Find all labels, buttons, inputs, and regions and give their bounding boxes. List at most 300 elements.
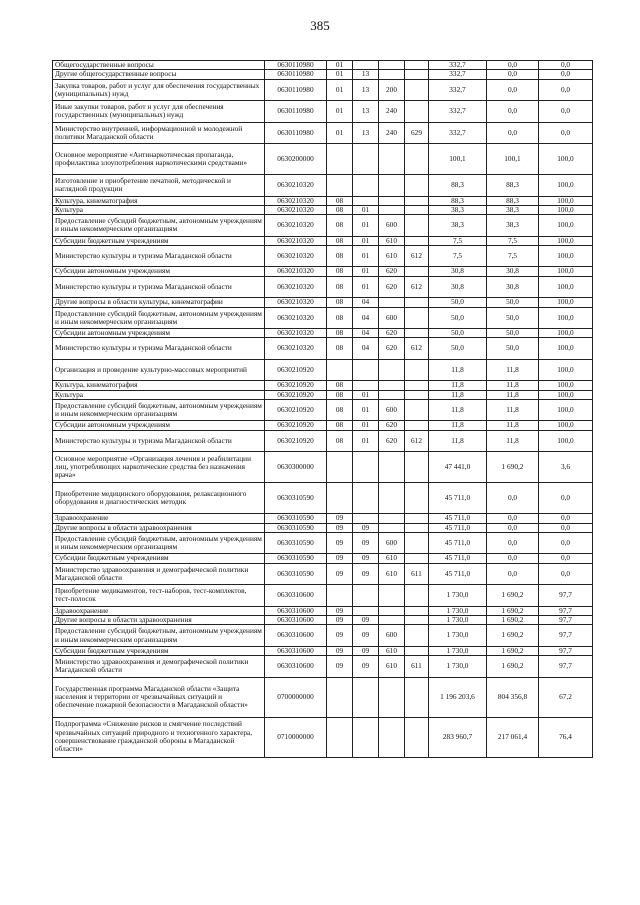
row-fact: 0,0 [487, 79, 539, 101]
row-plan: 11,8 [429, 359, 487, 381]
row-fact: 7,5 [487, 245, 539, 267]
row-percent: 0,0 [539, 563, 593, 585]
row-expense-type [379, 606, 405, 615]
table-row [53, 267, 593, 276]
row-admin-code [405, 144, 429, 175]
row-admin-code [405, 554, 429, 563]
row-subsection: 01 [353, 215, 379, 237]
row-percent: 3,6 [539, 452, 593, 483]
row-subsection [353, 606, 379, 615]
table-row [53, 677, 593, 717]
row-name: Культура, кинематография [53, 196, 265, 205]
row-admin-code [405, 359, 429, 381]
row-fact: 50,0 [487, 329, 539, 338]
row-code: 0710000000 [265, 717, 327, 757]
row-expense-type [379, 359, 405, 381]
row-fact: 7,5 [487, 236, 539, 245]
row-expense-type [379, 196, 405, 205]
row-name: Предоставление субсидий бюджетным, автономным учреждениям и иным некоммерческим организациям [53, 215, 265, 237]
row-code: 0630210920 [265, 359, 327, 381]
row-name: Предоставление субсидий бюджетным, автономным учреждениям и иным некоммерческим организациям [53, 625, 265, 647]
row-percent: 100,0 [539, 381, 593, 390]
row-admin-code [405, 70, 429, 79]
row-expense-type: 600 [379, 532, 405, 554]
row-expense-type: 240 [379, 122, 405, 144]
row-admin-code [405, 79, 429, 101]
row-name: Министерство культуры и туризма Магаданской области [53, 430, 265, 452]
table-row [53, 554, 593, 563]
row-plan: 1 196 203,6 [429, 677, 487, 717]
row-admin-code [405, 452, 429, 483]
row-code: 0630210320 [265, 205, 327, 214]
row-code: 0630310590 [265, 532, 327, 554]
table-row [53, 615, 593, 624]
table-row [53, 196, 593, 205]
row-subsection: 09 [353, 646, 379, 655]
row-subsection: 09 [353, 554, 379, 563]
row-expense-type [379, 452, 405, 483]
row-section: 08 [327, 338, 353, 360]
table-row [53, 399, 593, 421]
row-subsection [353, 359, 379, 381]
row-name: Культура, кинематография [53, 381, 265, 390]
row-section [327, 717, 353, 757]
row-plan: 50,0 [429, 298, 487, 307]
table-row [53, 606, 593, 615]
row-percent: 97,7 [539, 656, 593, 678]
row-admin-code: 629 [405, 122, 429, 144]
row-percent: 97,7 [539, 615, 593, 624]
row-expense-type: 620 [379, 329, 405, 338]
row-expense-type: 610 [379, 245, 405, 267]
row-admin-code [405, 390, 429, 399]
row-fact: 11,8 [487, 421, 539, 430]
row-name: Основное мероприятие «Организация лечения и реабилитации лиц, употребляющих наркотические средства без назначения врача» [53, 452, 265, 483]
row-fact: 1 690,2 [487, 656, 539, 678]
row-admin-code [405, 677, 429, 717]
row-name: Иные закупки товаров, работ и услуг для обеспечения государственных (муниципальных) нужд [53, 101, 265, 123]
row-expense-type [379, 298, 405, 307]
row-plan: 45 711,0 [429, 554, 487, 563]
row-code: 0630310600 [265, 646, 327, 655]
row-admin-code: 612 [405, 276, 429, 298]
row-admin-code [405, 532, 429, 554]
row-expense-type: 610 [379, 554, 405, 563]
row-plan: 1 730,0 [429, 625, 487, 647]
row-expense-type: 620 [379, 276, 405, 298]
row-fact: 217 061,4 [487, 717, 539, 757]
row-code: 0630210320 [265, 236, 327, 245]
table-row [53, 61, 593, 70]
row-plan: 50,0 [429, 338, 487, 360]
row-percent: 100,0 [539, 205, 593, 214]
row-percent: 0,0 [539, 79, 593, 101]
row-name: Подпрограмма «Снижение рисков и смягчение последствий чрезвычайных ситуаций природного и техногенного характера, совершенствование гражданской обороны в Магаданской области» [53, 717, 265, 757]
row-percent: 0,0 [539, 532, 593, 554]
row-name: Министерство культуры и туризма Магаданской области [53, 276, 265, 298]
row-plan: 332,7 [429, 70, 487, 79]
row-percent: 100,0 [539, 430, 593, 452]
row-percent: 100,0 [539, 236, 593, 245]
row-code: 0630210320 [265, 298, 327, 307]
row-fact: 11,8 [487, 359, 539, 381]
row-plan: 47 441,0 [429, 452, 487, 483]
row-code: 0700000000 [265, 677, 327, 717]
row-subsection: 04 [353, 307, 379, 329]
row-subsection: 09 [353, 615, 379, 624]
table-row [53, 101, 593, 123]
row-subsection: 01 [353, 430, 379, 452]
row-percent: 0,0 [539, 61, 593, 70]
row-plan: 88,3 [429, 196, 487, 205]
row-fact: 11,8 [487, 430, 539, 452]
page-number: 385 [310, 18, 330, 33]
row-fact: 30,8 [487, 276, 539, 298]
table-row [53, 514, 593, 523]
row-plan: 45 711,0 [429, 523, 487, 532]
row-plan: 38,3 [429, 215, 487, 237]
row-section: 08 [327, 307, 353, 329]
row-percent: 100,0 [539, 421, 593, 430]
row-section: 08 [327, 381, 353, 390]
table-row [53, 298, 593, 307]
row-code: 0630210320 [265, 175, 327, 197]
row-percent: 0,0 [539, 523, 593, 532]
row-admin-code [405, 329, 429, 338]
row-admin-code [405, 523, 429, 532]
row-code: 0630210320 [265, 338, 327, 360]
row-admin-code [405, 196, 429, 205]
row-fact: 30,8 [487, 267, 539, 276]
row-admin-code [405, 236, 429, 245]
row-expense-type [379, 175, 405, 197]
row-subsection: 04 [353, 338, 379, 360]
row-plan: 1 730,0 [429, 646, 487, 655]
row-admin-code [405, 381, 429, 390]
row-section: 08 [327, 421, 353, 430]
row-subsection: 01 [353, 267, 379, 276]
row-name: Министерство здравоохранения и демографической политики Магаданской области [53, 656, 265, 678]
row-subsection: 01 [353, 276, 379, 298]
row-name: Министерство внутренней, информационной и молодежной политики Магаданской области [53, 122, 265, 144]
row-subsection: 13 [353, 70, 379, 79]
row-fact: 0,0 [487, 514, 539, 523]
row-admin-code [405, 585, 429, 607]
row-plan: 1 730,0 [429, 585, 487, 607]
row-plan: 332,7 [429, 122, 487, 144]
row-code: 0630310590 [265, 563, 327, 585]
row-name: Здравоохранение [53, 606, 265, 615]
row-percent: 100,0 [539, 338, 593, 360]
row-percent: 100,0 [539, 215, 593, 237]
row-expense-type: 200 [379, 79, 405, 101]
row-plan: 45 711,0 [429, 563, 487, 585]
row-percent: 97,7 [539, 646, 593, 655]
row-subsection [353, 144, 379, 175]
row-fact: 50,0 [487, 338, 539, 360]
row-name: Государственная программа Магаданской области «Защита населения и территории от чрезвычайных ситуаций и обеспечение пожарной безопасности в Магаданской области» [53, 677, 265, 717]
row-name: Изготовление и приобретение печатной, методической и наглядной продукции [53, 175, 265, 197]
row-name: Субсидии бюджетным учреждениям [53, 554, 265, 563]
row-section: 01 [327, 70, 353, 79]
table-row [53, 329, 593, 338]
table-row [53, 532, 593, 554]
row-name: Культура [53, 205, 265, 214]
row-plan: 332,7 [429, 79, 487, 101]
row-percent: 100,0 [539, 196, 593, 205]
row-expense-type: 600 [379, 625, 405, 647]
row-section: 09 [327, 514, 353, 523]
row-admin-code [405, 421, 429, 430]
row-admin-code [405, 298, 429, 307]
row-fact: 1 690,2 [487, 625, 539, 647]
row-section [327, 359, 353, 381]
row-expense-type: 600 [379, 307, 405, 329]
row-subsection: 01 [353, 245, 379, 267]
row-section: 01 [327, 61, 353, 70]
table-row [53, 79, 593, 101]
row-expense-type: 620 [379, 421, 405, 430]
table-row [53, 421, 593, 430]
row-admin-code: 611 [405, 563, 429, 585]
row-fact: 0,0 [487, 563, 539, 585]
row-fact: 0,0 [487, 532, 539, 554]
row-subsection [353, 196, 379, 205]
row-code: 0630200000 [265, 144, 327, 175]
row-expense-type: 600 [379, 215, 405, 237]
row-code: 0630210320 [265, 329, 327, 338]
row-fact: 50,0 [487, 307, 539, 329]
row-plan: 1 730,0 [429, 656, 487, 678]
table-row [53, 625, 593, 647]
table-row [53, 381, 593, 390]
row-admin-code [405, 514, 429, 523]
row-section: 08 [327, 430, 353, 452]
row-code: 0630210920 [265, 390, 327, 399]
row-subsection: 13 [353, 101, 379, 123]
row-section: 01 [327, 101, 353, 123]
row-plan: 50,0 [429, 329, 487, 338]
row-code: 0630310600 [265, 585, 327, 607]
row-subsection: 13 [353, 79, 379, 101]
row-code: 0630310590 [265, 483, 327, 514]
table-row [53, 122, 593, 144]
row-fact: 38,3 [487, 215, 539, 237]
row-code: 0630210920 [265, 421, 327, 430]
row-admin-code [405, 615, 429, 624]
row-subsection: 09 [353, 532, 379, 554]
row-admin-code [405, 307, 429, 329]
table-row [53, 430, 593, 452]
row-admin-code [405, 483, 429, 514]
row-section: 09 [327, 656, 353, 678]
row-code: 0630210920 [265, 381, 327, 390]
row-code: 0630210320 [265, 267, 327, 276]
table-row [53, 523, 593, 532]
row-admin-code: 612 [405, 338, 429, 360]
row-plan: 332,7 [429, 101, 487, 123]
row-section: 08 [327, 267, 353, 276]
row-plan: 1 730,0 [429, 606, 487, 615]
row-plan: 45 711,0 [429, 532, 487, 554]
table-row [53, 359, 593, 381]
row-name: Субсидии автономным учреждениям [53, 421, 265, 430]
table-row [53, 585, 593, 607]
row-admin-code: 611 [405, 656, 429, 678]
row-name: Субсидии автономным учреждениям [53, 267, 265, 276]
row-fact: 1 690,2 [487, 615, 539, 624]
row-name: Министерство культуры и туризма Магаданской области [53, 338, 265, 360]
row-percent: 0,0 [539, 483, 593, 514]
row-admin-code [405, 625, 429, 647]
row-subsection: 04 [353, 329, 379, 338]
row-code: 0630310600 [265, 656, 327, 678]
row-code: 0630310600 [265, 615, 327, 624]
row-code: 0630110980 [265, 122, 327, 144]
row-percent: 100,0 [539, 276, 593, 298]
row-name: Приобретение медицинского оборудования, релаксационного оборудования и диагностических методик [53, 483, 265, 514]
row-fact: 11,8 [487, 390, 539, 399]
row-section [327, 175, 353, 197]
row-code: 0630110980 [265, 101, 327, 123]
row-subsection [353, 585, 379, 607]
row-percent: 100,0 [539, 329, 593, 338]
row-expense-type [379, 717, 405, 757]
row-subsection: 09 [353, 523, 379, 532]
row-name: Общегосударственные вопросы [53, 61, 265, 70]
row-fact: 1 690,2 [487, 606, 539, 615]
row-section: 09 [327, 554, 353, 563]
row-fact: 50,0 [487, 298, 539, 307]
row-expense-type: 620 [379, 430, 405, 452]
row-fact: 0,0 [487, 483, 539, 514]
row-section: 01 [327, 79, 353, 101]
row-code: 0630310590 [265, 514, 327, 523]
row-fact: 0,0 [487, 101, 539, 123]
row-fact: 88,3 [487, 175, 539, 197]
row-section: 08 [327, 276, 353, 298]
row-name: Министерство культуры и туризма Магаданской области [53, 245, 265, 267]
row-name: Другие вопросы в области здравоохранения [53, 615, 265, 624]
row-percent: 100,0 [539, 267, 593, 276]
row-name: Приобретение медикаментов, тест-наборов, тест-комплектов, тест-полосок [53, 585, 265, 607]
row-expense-type: 610 [379, 656, 405, 678]
row-percent: 0,0 [539, 122, 593, 144]
row-subsection [353, 717, 379, 757]
row-plan: 45 711,0 [429, 483, 487, 514]
row-expense-type [379, 144, 405, 175]
row-subsection [353, 677, 379, 717]
row-subsection: 01 [353, 421, 379, 430]
row-expense-type [379, 514, 405, 523]
table-row [53, 390, 593, 399]
row-subsection [353, 483, 379, 514]
row-plan: 88,3 [429, 175, 487, 197]
row-plan: 50,0 [429, 307, 487, 329]
row-name: Министерство здравоохранения и демографической политики Магаданской области [53, 563, 265, 585]
row-percent: 100,0 [539, 390, 593, 399]
table-row [53, 646, 593, 655]
row-fact: 1 690,2 [487, 452, 539, 483]
row-expense-type: 600 [379, 399, 405, 421]
row-subsection [353, 381, 379, 390]
row-subsection [353, 61, 379, 70]
row-code: 0630110980 [265, 70, 327, 79]
table-row [53, 338, 593, 360]
row-subsection [353, 452, 379, 483]
row-expense-type [379, 61, 405, 70]
row-section [327, 452, 353, 483]
row-expense-type [379, 615, 405, 624]
row-name: Субсидии автономным учреждениям [53, 329, 265, 338]
row-admin-code [405, 205, 429, 214]
table-row [53, 175, 593, 197]
row-section [327, 483, 353, 514]
row-expense-type [379, 70, 405, 79]
row-section: 09 [327, 615, 353, 624]
row-subsection: 01 [353, 390, 379, 399]
row-admin-code: 612 [405, 430, 429, 452]
budget-table [52, 60, 593, 758]
row-expense-type: 610 [379, 236, 405, 245]
row-name: Предоставление субсидий бюджетным, автономным учреждениям и иным некоммерческим организациям [53, 399, 265, 421]
row-plan: 30,8 [429, 267, 487, 276]
row-fact: 0,0 [487, 61, 539, 70]
table-body [53, 61, 593, 758]
row-percent: 100,0 [539, 359, 593, 381]
row-section: 08 [327, 236, 353, 245]
table-row [53, 452, 593, 483]
row-expense-type [379, 205, 405, 214]
row-code: 0630310590 [265, 523, 327, 532]
row-expense-type: 620 [379, 267, 405, 276]
row-code: 0630210920 [265, 430, 327, 452]
row-plan: 332,7 [429, 61, 487, 70]
row-percent: 0,0 [539, 514, 593, 523]
row-expense-type: 610 [379, 646, 405, 655]
row-percent: 100,0 [539, 399, 593, 421]
row-name: Предоставление субсидий бюджетным, автономным учреждениям и иным некоммерческим организациям [53, 307, 265, 329]
table-row [53, 563, 593, 585]
row-plan: 11,8 [429, 421, 487, 430]
row-fact: 11,8 [487, 381, 539, 390]
row-plan: 30,8 [429, 276, 487, 298]
row-percent: 67,2 [539, 677, 593, 717]
table-row [53, 717, 593, 757]
row-plan: 11,8 [429, 399, 487, 421]
row-plan: 7,5 [429, 236, 487, 245]
row-percent: 100,0 [539, 144, 593, 175]
row-admin-code [405, 717, 429, 757]
row-name: Другие вопросы в области культуры, кинематографии [53, 298, 265, 307]
row-expense-type [379, 523, 405, 532]
row-code: 0630310590 [265, 554, 327, 563]
row-code: 0630310600 [265, 606, 327, 615]
row-percent: 100,0 [539, 245, 593, 267]
row-section: 09 [327, 532, 353, 554]
row-name: Здравоохранение [53, 514, 265, 523]
table-row [53, 144, 593, 175]
row-name: Закупка товаров, работ и услуг для обеспечения государственных (муниципальных) нужд [53, 79, 265, 101]
row-name: Культура [53, 390, 265, 399]
row-name: Предоставление субсидий бюджетным, автономным учреждениям и иным некоммерческим организациям [53, 532, 265, 554]
row-subsection [353, 514, 379, 523]
row-section: 09 [327, 606, 353, 615]
row-plan: 7,5 [429, 245, 487, 267]
row-section: 09 [327, 523, 353, 532]
row-code: 0630210320 [265, 276, 327, 298]
row-fact: 1 690,2 [487, 646, 539, 655]
